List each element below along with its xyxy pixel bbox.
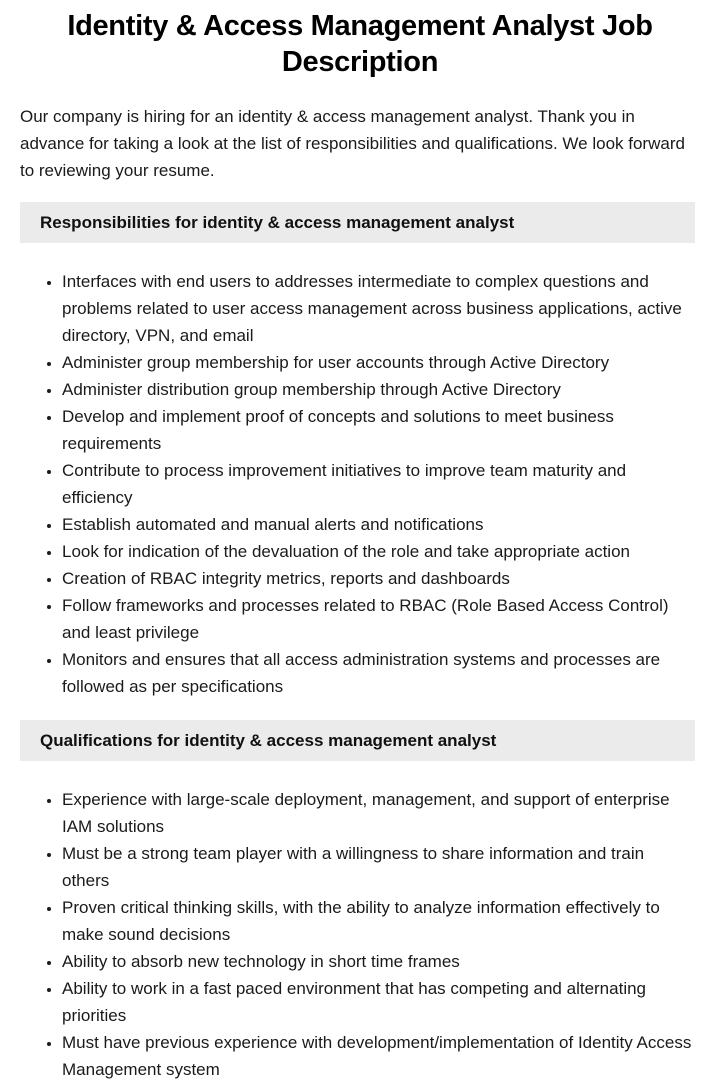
qualifications-section: [0, 720, 720, 1083]
list-item: • Develop and implement proof of concepts and solutions to meet business requirements: [62, 403, 695, 457]
list-item: • Ability to work in a fast paced environment that has competing and alternating priorities: [62, 975, 695, 1029]
list-item: • Contribute to process improvement initiatives to improve team maturity and efficiency: [62, 457, 695, 511]
list-item: • Look for indication of the devaluation of the role and take appropriate action: [62, 538, 695, 565]
list-item: • Administer group membership for user accounts through Active Directory: [62, 349, 695, 376]
responsibilities-section: [0, 202, 720, 700]
list-item: • Interfaces with end users to addresses intermediate to complex questions and problems related to user access management across business applications, active directory, VPN, and email: [62, 268, 695, 349]
intro-paragraph: Our company is hiring for an identity & access management analyst. Thank you in advance for taking a look at the list of responsibilities and qualifications. We look forward to reviewing your resume.: [20, 107, 685, 180]
list-item: • Proven critical thinking skills, with the ability to analyze information effectively to make sound decisions: [62, 894, 695, 948]
list-item: • Follow frameworks and processes related to RBAC (Role Based Access Control) and least privilege: [62, 592, 695, 646]
page-title: Identity & Access Management Analyst Job Description: [67, 10, 653, 78]
list-item: • Establish automated and manual alerts and notifications: [62, 511, 695, 538]
responsibilities-heading: Responsibilities for identity & access management analyst: [20, 202, 695, 243]
qualifications-list: [20, 786, 695, 1083]
list-item: • Monitors and ensures that all access administration systems and processes are followed as per specifications: [62, 646, 695, 700]
list-item: • Creation of RBAC integrity metrics, reports and dashboards: [62, 565, 695, 592]
list-item: • Must be a strong team player with a willingness to share information and train others: [62, 840, 695, 894]
responsibilities-list: [20, 268, 695, 700]
list-item: • Must have previous experience with development/implementation of Identity Access Management system: [62, 1029, 695, 1083]
list-item: • Ability to absorb new technology in short time frames: [62, 948, 695, 975]
qualifications-heading: Qualifications for identity & access management analyst: [20, 720, 695, 761]
list-item: • Administer distribution group membership through Active Directory: [62, 376, 695, 403]
list-item: • Experience with large-scale deployment, management, and support of enterprise IAM solutions: [62, 786, 695, 840]
